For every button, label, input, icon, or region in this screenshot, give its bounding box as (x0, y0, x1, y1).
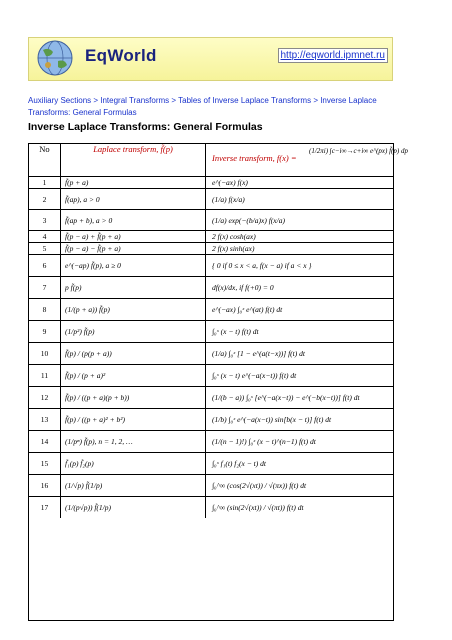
laplace-transform-cell: (1/(p√p)) f̃(1/p) (61, 497, 206, 518)
table-row (29, 364, 393, 386)
inverse-transform-cell: 2 f(x) cosh(ax) (212, 232, 256, 241)
laplace-transform-cell: (1/pⁿ) f̃(p), n = 1, 2, … (61, 431, 206, 452)
inverse-transform-cell: { 0 if 0 ≤ x < a, f(x − a) if a < x } (212, 261, 312, 270)
laplace-transform-cell: f̃(p) / ((p + a)² + b²) (61, 409, 206, 430)
row-number: 17 (29, 497, 61, 518)
row-number: 3 (29, 210, 61, 230)
table-row (29, 386, 393, 408)
row-number: 7 (29, 277, 61, 298)
inverse-transform-cell: (1/(n − 1)!) ∫₀ˣ (x − t)^(n−1) f(t) dt (212, 437, 316, 446)
inverse-transform-cell: ∫₀^∞ (sin(2√(xt)) / √(πt)) f(t) dt (212, 503, 304, 512)
laplace-transform-cell: f̃(p) / (p + a)² (61, 365, 206, 386)
laplace-transform-cell: f̃(p + a) (61, 177, 206, 188)
header-laplace: Laplace transform, f̃(p) (61, 144, 206, 176)
site-brand[interactable]: EqWorld (85, 46, 157, 65)
table-row (29, 242, 393, 254)
row-number: 9 (29, 321, 61, 342)
header-no: No (29, 144, 61, 176)
laplace-transform-cell: (1/√p) f̃(1/p) (61, 475, 206, 496)
inverse-transform-cell: ∫₀ˣ f₁(t) f₂(x − t) dt (212, 459, 266, 468)
inverse-transform-cell: (1/a) ∫₀ˣ [1 − e^(a(t−x))] f(t) dt (212, 349, 305, 358)
breadcrumb[interactable]: Auxiliary Sections > Integral Transforms > Tables of Inverse Laplace Transforms > Inverse Laplace Transforms: General Formulas (28, 96, 377, 117)
table-row (29, 452, 393, 474)
table-row (29, 430, 393, 452)
header-inverse-formula: (1/2πi) ∫c−i∞→c+i∞ e^(px) f̃(p) dp (309, 147, 408, 155)
table-row (29, 408, 393, 430)
laplace-transform-cell: f̃(ap + b), a > 0 (61, 210, 206, 230)
laplace-transform-cell: p f̃(p) (61, 277, 206, 298)
row-number: 10 (29, 343, 61, 364)
table-row (29, 320, 393, 342)
site-url-link[interactable]: http://eqworld.ipmnet.ru (278, 48, 389, 63)
table-row (29, 496, 393, 518)
table-header (29, 144, 408, 177)
row-number: 5 (29, 243, 61, 254)
table-row (29, 176, 393, 188)
laplace-transform-cell: f̃₁(p) f̃₂(p) (61, 453, 206, 474)
page-title: Inverse Laplace Transforms: General Formulas (28, 121, 263, 133)
table-row (29, 209, 393, 230)
inverse-transform-cell: (1/(b − a)) ∫₀ˣ [e^(−a(x−t)) − e^(−b(x−t))] f(t) dt (212, 393, 360, 402)
row-number: 4 (29, 231, 61, 242)
row-number: 13 (29, 409, 61, 430)
inverse-transform-cell: e^(−ax) ∫₀ˣ e^(at) f(t) dt (212, 305, 283, 314)
row-number: 2 (29, 189, 61, 209)
table-row (29, 254, 393, 276)
inverse-transform-cell: 2 f(x) sinh(ax) (212, 244, 255, 253)
inverse-transform-cell: ∫₀ˣ (x − t) e^(−a(x−t)) f(t) dt (212, 371, 297, 380)
eqworld-banner (28, 37, 393, 81)
header-inverse: Inverse transform, f(x) = (212, 153, 297, 163)
row-number: 11 (29, 365, 61, 386)
laplace-transform-cell: f̃(p) / (p(p + a)) (61, 343, 206, 364)
row-number: 15 (29, 453, 61, 474)
laplace-transform-cell: (1/(p + a)) f̃(p) (61, 299, 206, 320)
inverse-transform-cell: ∫₀ˣ (x − t) f(t) dt (212, 327, 259, 336)
table-row (29, 342, 393, 364)
inverse-transform-cell: df(x)/dx, if f(+0) = 0 (212, 283, 274, 292)
table-row (29, 230, 393, 242)
laplace-transform-cell: e^(−ap) f̃(p), a ≥ 0 (61, 255, 206, 276)
laplace-transform-cell: f̃(ap), a > 0 (61, 189, 206, 209)
table-row (29, 474, 393, 496)
laplace-transform-cell: f̃(p) / ((p + a)(p + b)) (61, 387, 206, 408)
row-number: 1 (29, 177, 61, 188)
inverse-transform-cell: (1/a) f(x/a) (212, 194, 245, 204)
inverse-transform-cell: (1/a) exp(−(b/a)x) f(x/a) (212, 215, 285, 225)
inverse-transform-cell: (1/b) ∫₀ˣ e^(−a(x−t)) sin[b(x − t)] f(t) dt (212, 415, 332, 424)
globe-logo-icon[interactable] (34, 39, 76, 77)
table-row (29, 276, 393, 298)
laplace-transform-cell: f̃(p − a) − f̃(p + a) (61, 243, 206, 254)
row-number: 8 (29, 299, 61, 320)
laplace-transform-cell: (1/p²) f̃(p) (61, 321, 206, 342)
row-number: 12 (29, 387, 61, 408)
row-number: 6 (29, 255, 61, 276)
inverse-transform-cell: e^(−ax) f(x) (212, 178, 248, 187)
formula-table (28, 143, 408, 621)
row-number: 14 (29, 431, 61, 452)
inverse-transform-cell: ∫₀^∞ (cos(2√(xt)) / √(πx)) f(t) dt (212, 481, 307, 490)
laplace-transform-cell: f̃(p − a) + f̃(p + a) (61, 231, 206, 242)
row-number: 16 (29, 475, 61, 496)
table-row (29, 188, 393, 209)
table-row (29, 298, 393, 320)
